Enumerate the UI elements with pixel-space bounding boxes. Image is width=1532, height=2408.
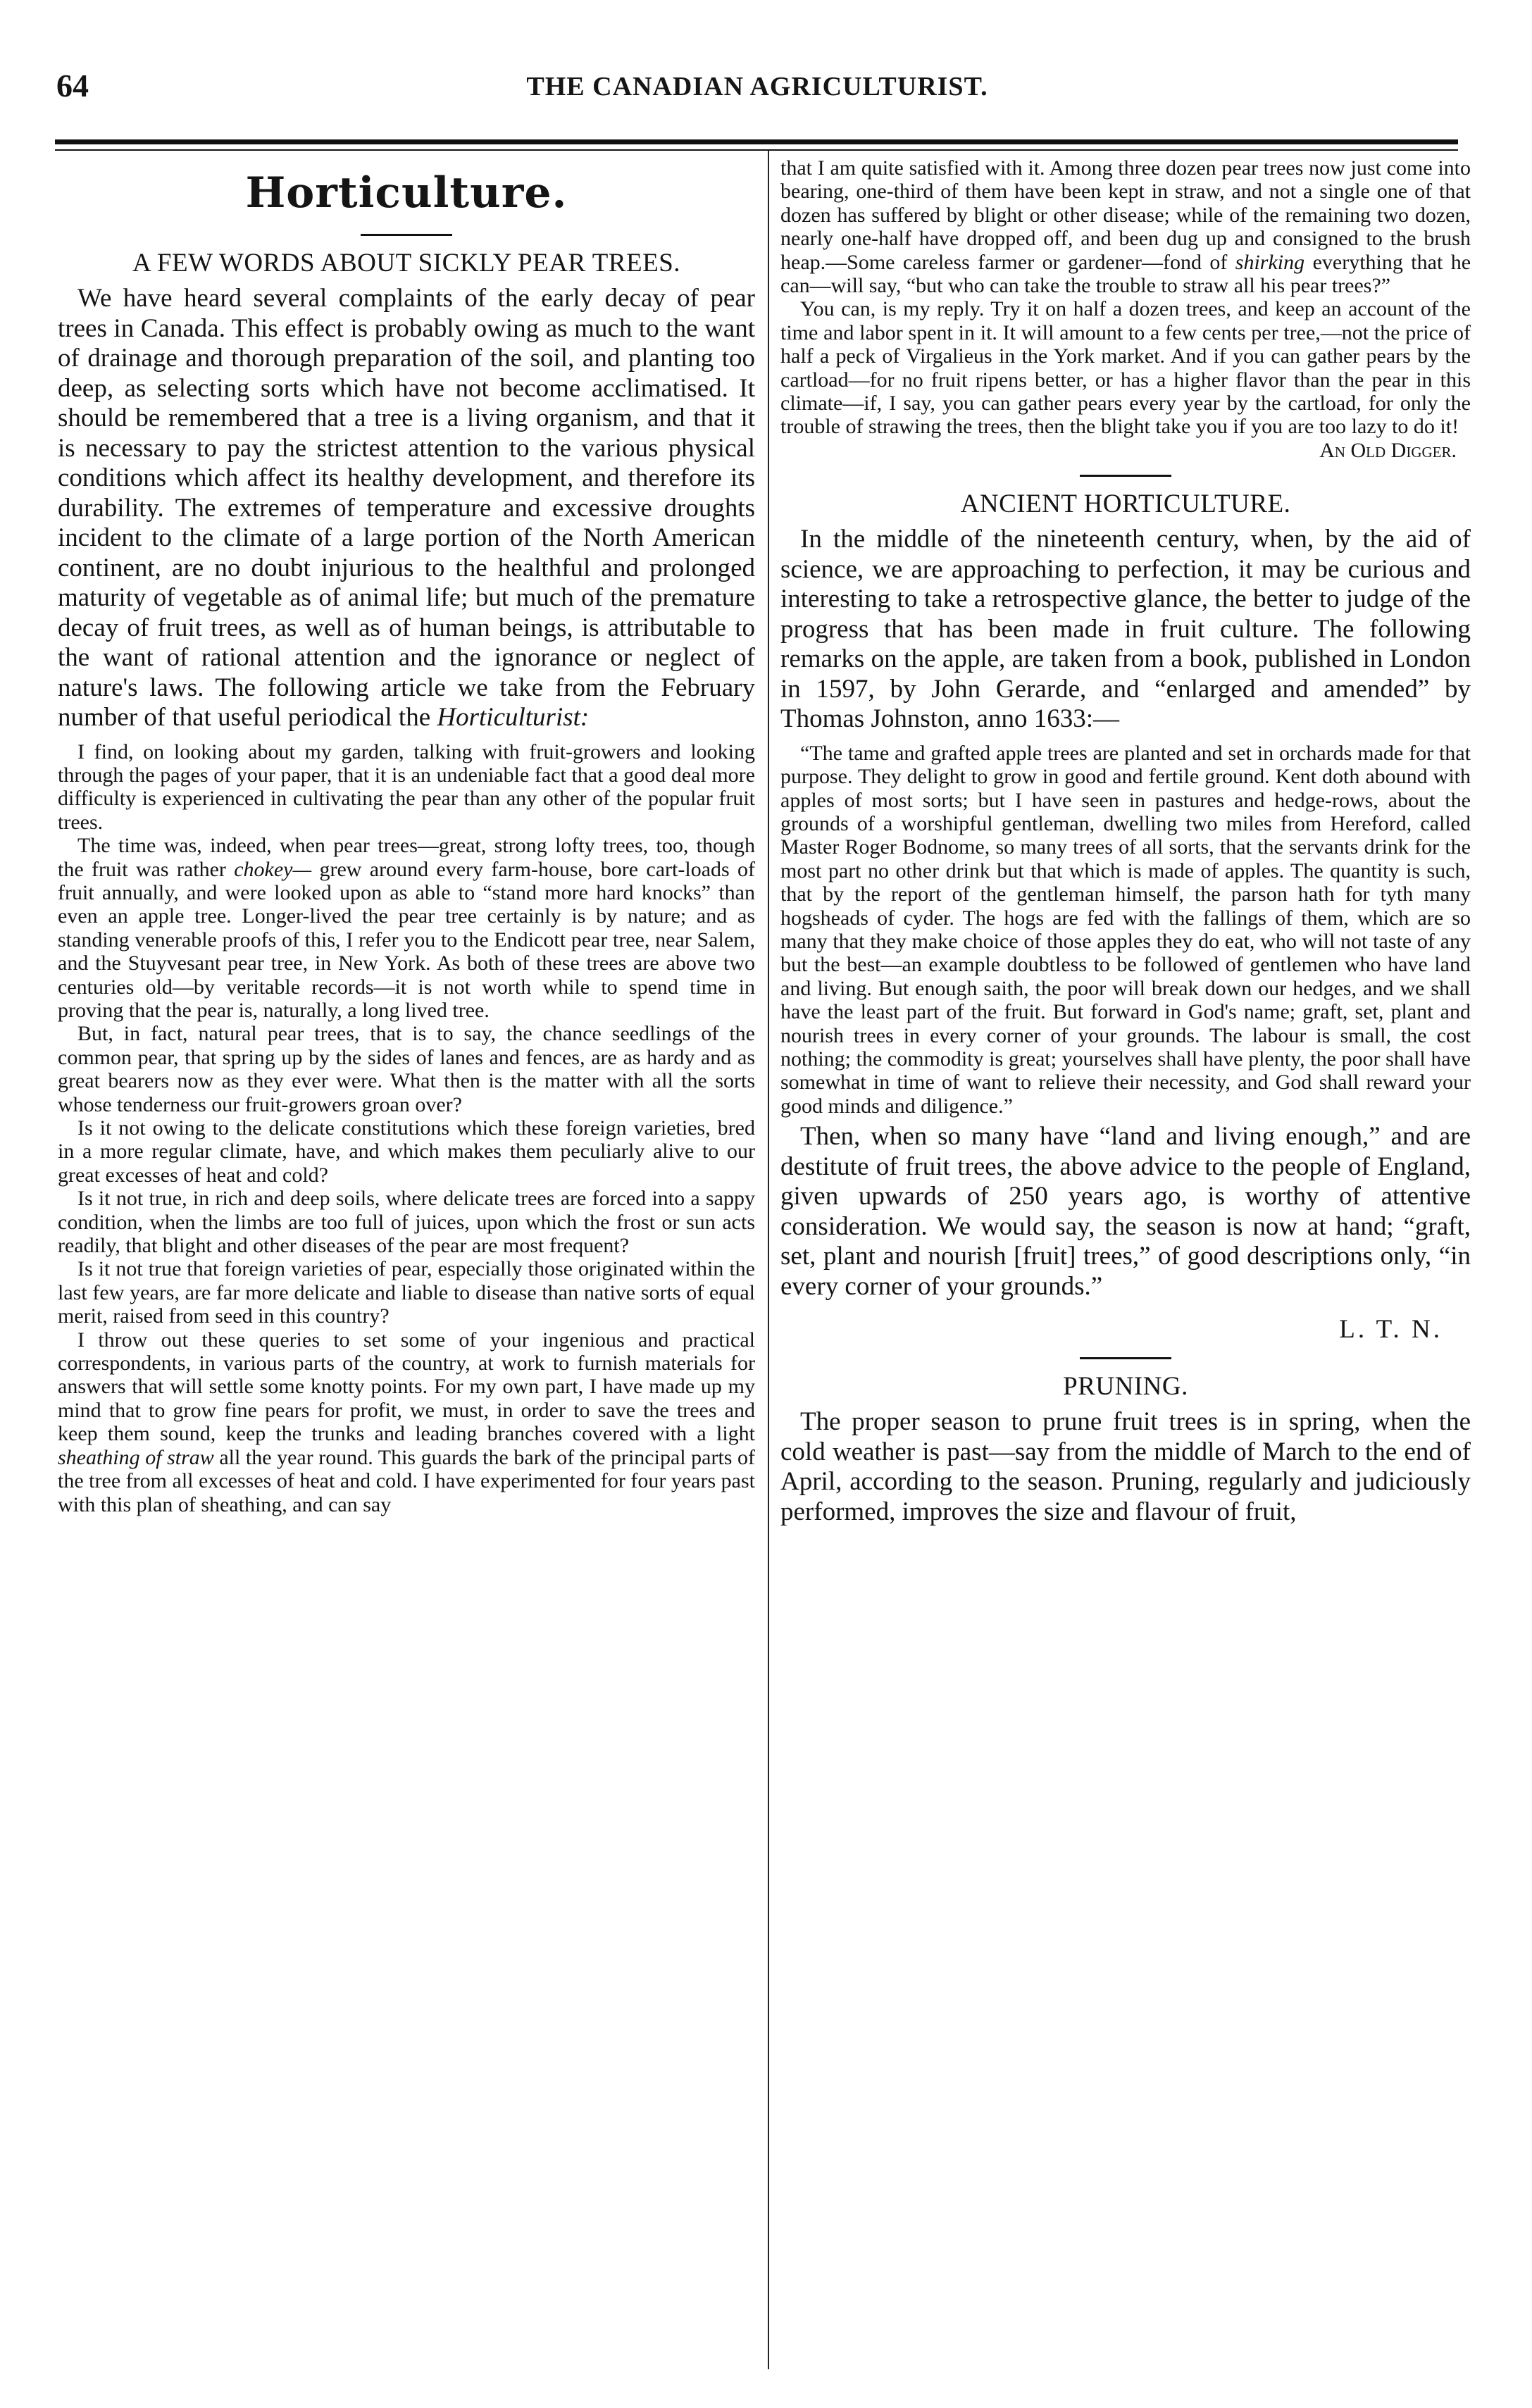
ancient-paragraph: In the middle of the nineteenth century, when, by the aid of science, we are approaching to perfection, it may be curious and interesting to take a retrospective glance, the better to judge of the progress that has been made in fruit culture. The following remarks on the apple, are taken from a book, published in London in 1597, by John Gerarde, and “enlarged and amended” by Thomas Johnston, anno 1633:— <box>780 525 1471 734</box>
then-paragraph: Then, when so many have “land and living enough,” and are destitute of fruit trees, the above advice to the people of England, given upwards of 250 years ago, is worthy of attentive consideration. We would say, the season is now at hand; “graft, set, plant and nourish [fruit] trees,” of good descriptions only, “in every corner of your grounds.” <box>780 1122 1471 1301</box>
letter-paragraph-2 <box>58 834 755 1022</box>
running-title: THE CANADIAN AGRICULTURIST. <box>526 72 988 101</box>
column-divider <box>768 151 769 2369</box>
section-heading: Horticulture. <box>245 168 568 218</box>
page-number: 64 <box>56 68 89 104</box>
p2-text-b: grew around every farm-house, bore cart-loads of fruit annually, and were looked upon as able to “stand more hard knocks” than even an apple tree. Longer-lived the pear tree certainly is by nature; and as standing venerable proofs of this, I refer you to the Endicott pear tree, near Salem, and the Stuyvesant pear tree, in New York. As both of these trees are above two centuries old—by veritable records—it is not worth while to spend time in proving that the pear is, naturally, a long lived tree. <box>58 857 756 1022</box>
letter-paragraph-6: Is it not true that foreign varieties of pear, especially those originated within the last few years, are far more delicate and liable to disease than native sorts of equal merit, raised from seed in this country? <box>58 1257 755 1328</box>
ancient-title: ANCIENT HORTICULTURE. <box>960 489 1291 519</box>
header-rule-thin <box>55 149 1458 151</box>
short-rule <box>1080 475 1171 477</box>
reply-paragraph: You can, is my reply. Try it on half a dozen trees, and keep an account of the time and labor spent in it. It will amount to a few cents per tree,—not the price of half a peck of Virgalieus in the York market. And if you can gather pears by the cartload—for no fruit ripens better, or has a higher flavor than the pear in this climate—if, I say, you can gather pears every year by the cartload, for only the trouble of strawing the trees, then the blight take you if you are too lazy to do it! <box>780 297 1471 439</box>
p7-text-b: all the year round. This guards the bark of the principal parts of the tree from all excesses of heat and cold. I have experimented for four years past with this plan of sheathing, and can say <box>58 1445 755 1516</box>
gerarde-quote: “The tame and grafted apple trees are planted and set in orchards made for that purpose. They delight to grow in good and fertile ground. Kent doth abound with apples of most sorts; but I have seen in pastures and hedge-rows, about the grounds of a worshipful gentleman, dwelling two miles from Hereford, called Master Roger Bodnome, so many trees of all sorts, that the servants drink for the most part no other drink but that which is made of apples. The quantity is such, that by the report of the gentleman himself, the parson hath for tyth many hogsheads of cyder. The hogs are fed with the fallings of them, which are so many that they make choice of those apples they do eat, who will not taste of any but the best—an example doubtless to be followed of gentlemen who have land and living. But enough saith, the poor will break down our hedges, and we shall have the least part of the fruit. But forward in God's name; graft, set, plant and nourish trees in every corner of your grounds. The labour is small, the cost nothing; the commodity is great; yourselves shall have plenty, the poor shall have somewhat in time of want to relieve their necessity, and God shall reward your good minds and diligence.” <box>780 741 1471 1118</box>
cont-text-b: everything that he can—will say, “but who can take the trouble to straw all his pear trees?” <box>780 250 1471 298</box>
pruning-title: PRUNING. <box>1063 1372 1188 1402</box>
intro-text: We have heard several complaints of the early decay of pear trees in Canada. This effect is probably owing as much to the want of drainage and thorough preparation of the soil, and planting too deep, as selecting sorts which have not become acclimatised. It should be remembered that a tree is a living organism, and that it is necessary to pay the strictest attention to the various physical conditions which affect its healthy development, and therefore its durability. The extremes of temperature and excessive droughts incident to the climate of a large portion of the North American continent, are no doubt injurious to the healthful and prolonged maturity of vegetable as of animal life; but much of the premature decay of fruit trees, as well as of human beings, is attributable to the want of rational attention and the ignorance or neglect of nature's laws. The following article we take from the February number of that useful periodical the <box>58 284 755 732</box>
article-title: A FEW WORDS ABOUT SICKLY PEAR TREES. <box>132 249 681 277</box>
right-column <box>780 156 1471 1527</box>
letter-paragraph-1: I find, on looking about my garden, talking with fruit-growers and looking through the pages of your paper, that it is an undeniable fact that a good deal more difficulty is experienced in cultivating the pear than any other of the popular fruit trees. <box>58 740 755 834</box>
letter-paragraph-5: Is it not true, in rich and deep soils, where delicate trees are forced into a sappy condition, when the limbs are too full of juices, upon which the frost or sun acts readily, that blight and other diseases of the pear are most frequent? <box>58 1187 755 1258</box>
p2-text-a: The time was, indeed, when pear trees—great, strong lofty trees, too, though the fruit was rather <box>58 834 755 881</box>
left-column <box>58 156 755 1516</box>
letter-continued <box>780 156 1471 297</box>
p2-italic: chokey— <box>234 857 312 881</box>
intro-paragraph <box>58 284 755 733</box>
pruning-paragraph: The proper season to prune fruit trees is in spring, when the cold weather is past—say from the middle of March to the end of April, according to the season. Pruning, regularly and judiciously performed, improves the size and flavour of fruit, <box>780 1407 1471 1526</box>
p7-italic: sheathing of straw <box>58 1445 214 1469</box>
intro-source: Horticulturist: <box>437 703 590 732</box>
short-rule <box>1080 1357 1171 1359</box>
letter-paragraph-7 <box>58 1328 755 1516</box>
letter-paragraph-4: Is it not owing to the delicate constitutions which these foreign varieties, bred in a more regular climate, have, and which makes them peculiarly alive to our great excesses of heat and cold? <box>58 1116 755 1187</box>
initials-signature: L. T. N. <box>1339 1315 1443 1345</box>
cont-italic: shirking <box>1235 250 1305 274</box>
header-rule-thick <box>55 139 1458 144</box>
p7-text-a: I throw out these queries to set some of your ingenious and practical correspondents, in various parts of the country, at work to furnish materials for answers that will settle some knotty points. For my own part, I have made up my mind that to grow fine pears for profit, we must, in order to save the trees and keep them sound, keep the trunks and leading branches covered with a light <box>58 1328 755 1446</box>
letter-paragraph-3: But, in fact, natural pear trees, that is to say, the chance seedlings of the common pear, that spring up by the sides of lanes and fences, are as hardy and as great bearers now as they ever were. What then is the matter with all the sorts whose tenderness our fruit-growers groan over? <box>58 1022 755 1116</box>
author-signature: An Old Digger. <box>1319 438 1457 462</box>
short-rule <box>361 234 452 236</box>
page-header <box>49 67 1465 123</box>
cont-text-a: that I am quite satisfied with it. Among three dozen pear trees now just come into bearing, one-third of them have been kept in straw, and not a single one of that dozen has suffered by blight or other disease; while of the remaining two dozen, nearly one-half have dropped off, and been dug up and consigned to the brush heap.—Some careless farmer or gardener—fond of <box>780 156 1471 274</box>
